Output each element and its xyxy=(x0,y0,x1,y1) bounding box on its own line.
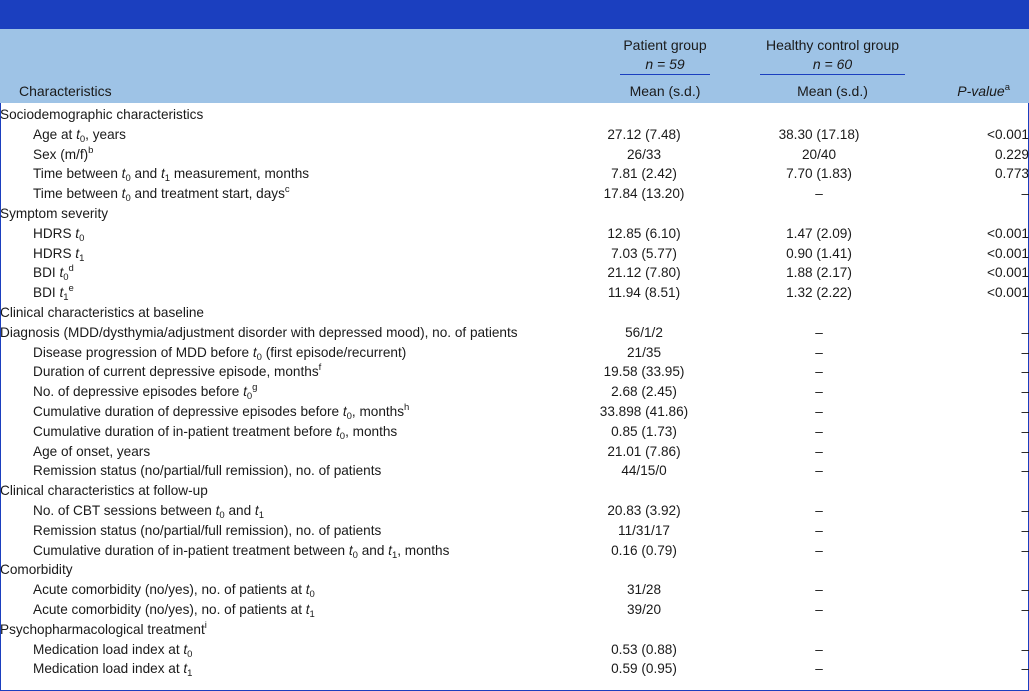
section-row xyxy=(0,303,1029,323)
section-label: Symptom severity xyxy=(0,205,109,221)
p-value: – xyxy=(1021,384,1029,400)
patient-value: 17.84 (13.20) xyxy=(603,186,685,202)
p-value: 0.229 xyxy=(994,146,1029,162)
control-value: 1.88 (2.17) xyxy=(786,265,852,281)
control-value: 1.47 (2.09) xyxy=(786,225,852,241)
header-p-value: P-value$^a$ xyxy=(957,82,1010,99)
p-value xyxy=(909,303,1029,323)
patient-value: 0.53 (0.88) xyxy=(611,641,677,657)
p-value: <0.001 xyxy=(987,285,1029,301)
row-label: Disease progression of MDD before $t_0$ (first episode/recurrent) xyxy=(33,344,407,363)
patient-value: 21.12 (7.80) xyxy=(607,265,681,281)
p-value xyxy=(909,560,1029,580)
patient-value: 27.12 (7.48) xyxy=(607,126,681,142)
table-row xyxy=(0,580,1029,600)
row-label: HDRS $t_1$ xyxy=(33,245,85,264)
section-row xyxy=(0,620,1029,640)
control-value: – xyxy=(815,384,823,400)
section-row xyxy=(0,105,1029,125)
control-value: – xyxy=(815,601,823,617)
p-value: – xyxy=(1021,463,1029,479)
patient-value: 21/35 xyxy=(626,344,662,360)
table-row xyxy=(0,343,1029,363)
table-row xyxy=(0,659,1029,679)
patient-value xyxy=(559,560,729,580)
table-row xyxy=(0,164,1029,184)
control-value: – xyxy=(815,324,823,340)
table-row xyxy=(0,442,1029,462)
patient-value: 56/1/2 xyxy=(625,324,663,340)
p-value xyxy=(909,204,1029,224)
row-label: Duration of current depressive episode, months$^f$ xyxy=(33,362,322,380)
table-row xyxy=(0,362,1029,382)
table-row xyxy=(0,640,1029,660)
p-value: 0.773 xyxy=(994,166,1029,182)
section-row xyxy=(0,481,1029,501)
table-row xyxy=(0,323,1029,343)
p-value xyxy=(909,105,1029,125)
section-row xyxy=(0,560,1029,580)
patient-value: 33.898 (41.86) xyxy=(599,403,689,419)
table-row xyxy=(0,501,1029,521)
control-value xyxy=(729,481,909,501)
control-value: 0.90 (1.41) xyxy=(786,245,852,261)
table-top-band xyxy=(0,0,1029,29)
row-label: Medication load index at $t_0$ xyxy=(33,641,193,660)
table-row xyxy=(0,521,1029,541)
table-row xyxy=(0,125,1029,145)
patient-value: 11.94 (8.51) xyxy=(607,285,681,301)
table-row xyxy=(0,224,1029,244)
p-value: – xyxy=(1021,344,1029,360)
header-characteristics: Characteristics xyxy=(19,83,112,99)
control-value xyxy=(729,620,909,640)
control-value: – xyxy=(815,364,823,380)
patient-value: 20.83 (3.92) xyxy=(607,502,681,518)
row-label: Medication load index at $t_1$ xyxy=(33,661,193,680)
characteristics-table xyxy=(0,105,1029,679)
patient-value xyxy=(559,303,729,323)
p-value: – xyxy=(1021,522,1029,538)
control-value: – xyxy=(815,344,823,360)
control-value xyxy=(729,105,909,125)
p-value: – xyxy=(1021,443,1029,459)
p-value: – xyxy=(1021,641,1029,657)
control-value: – xyxy=(815,661,823,677)
patient-value: 0.16 (0.79) xyxy=(611,542,677,558)
patient-value xyxy=(559,105,729,125)
row-label: Sex $(m/f)^b$ xyxy=(33,144,94,162)
row-label: Cumulative duration of in-patient treatment before $t_0$, months xyxy=(33,423,398,442)
control-value: 38.30 (17.18) xyxy=(778,126,860,142)
p-value: – xyxy=(1021,601,1029,617)
patient-value: 12.85 (6.10) xyxy=(607,225,681,241)
patient-value: 26/33 xyxy=(626,146,662,162)
p-value: – xyxy=(1021,403,1029,419)
row-label: Age of onset, years xyxy=(33,443,151,459)
row-label: Acute comorbidity (no/yes), no. of patients at $t_0$ xyxy=(33,582,315,601)
p-value: – xyxy=(1021,324,1029,340)
row-label: Diagnosis (MDD/dysthymia/adjustment disorder with depressed mood), no. of patients xyxy=(0,324,518,340)
header-patient-mean-sd: Mean (s.d.) xyxy=(629,83,701,99)
row-label: Age at $t_0$, years xyxy=(33,126,126,145)
table-row xyxy=(0,263,1029,283)
header-control-group: Healthy control group xyxy=(765,37,900,53)
section-label: Psychopharmacological treatment$^i$ xyxy=(0,619,207,637)
row-label: Acute comorbidity (no/yes), no. of patients at $t_1$ xyxy=(33,601,315,620)
patient-value: 2.68 (2.45) xyxy=(611,384,677,400)
patient-value: 0.85 (1.73) xyxy=(611,423,677,439)
row-label: Remission status (no/partial/full remission), no. of patients xyxy=(33,463,382,479)
control-group-rule xyxy=(760,74,905,75)
row-label: No. of CBT sessions between $t_0$ and $t_1$ xyxy=(33,502,264,521)
row-label: Time between $t_0$ and treatment start, days$^c$ xyxy=(33,184,290,205)
row-label: BDI $t_0^d$ xyxy=(33,263,74,284)
header-control-n: n = 60 xyxy=(812,56,853,72)
section-label: Clinical characteristics at baseline xyxy=(0,304,204,320)
control-value: – xyxy=(815,186,823,202)
section-label: Comorbidity xyxy=(0,562,73,578)
table-row xyxy=(0,422,1029,442)
table-row xyxy=(0,541,1029,561)
p-value xyxy=(909,620,1029,640)
section-label: Sociodemographic characteristics xyxy=(0,107,204,122)
p-value: – xyxy=(1021,502,1029,518)
table-row xyxy=(0,382,1029,402)
row-label: Time between $t_0$ and $t_1$ measurement, months xyxy=(33,166,310,185)
control-value: – xyxy=(815,641,823,657)
patient-value: 39/20 xyxy=(626,601,662,617)
section-label: Clinical characteristics at follow-up xyxy=(0,483,208,499)
p-value: – xyxy=(1021,186,1029,202)
section-row xyxy=(0,204,1029,224)
patient-value xyxy=(559,620,729,640)
p-value: <0.001 xyxy=(987,126,1029,142)
p-value: – xyxy=(1021,423,1029,439)
patient-value: 0.59 (0.95) xyxy=(611,661,677,677)
control-value: 7.70 (1.83) xyxy=(786,166,852,182)
patient-value xyxy=(559,204,729,224)
table-row xyxy=(0,283,1029,303)
patient-value: 19.58 (33.95) xyxy=(603,364,685,380)
control-value: – xyxy=(815,463,823,479)
p-value: – xyxy=(1021,542,1029,558)
control-value: – xyxy=(815,502,823,518)
control-value xyxy=(729,204,909,224)
control-value: – xyxy=(815,582,823,598)
table-row xyxy=(0,145,1029,165)
table-row xyxy=(0,244,1029,264)
control-value: 1.32 (2.22) xyxy=(786,285,852,301)
p-value: – xyxy=(1021,661,1029,677)
p-value: <0.001 xyxy=(987,225,1029,241)
p-value: – xyxy=(1021,364,1029,380)
table-row xyxy=(0,184,1029,204)
p-value: – xyxy=(1021,582,1029,598)
patient-value: 44/15/0 xyxy=(621,463,667,479)
table-row xyxy=(0,461,1029,481)
row-label: BDI $t_1^e$ xyxy=(33,283,74,304)
patient-value xyxy=(559,481,729,501)
patient-value: 31/28 xyxy=(626,582,662,598)
control-value: – xyxy=(815,542,823,558)
table-header xyxy=(0,29,1029,103)
patient-value: 7.03 (5.77) xyxy=(611,245,677,261)
row-label: Cumulative duration of depressive episodes before $t_0$, months$^h$ xyxy=(33,401,410,422)
header-patient-group: Patient group xyxy=(623,37,707,53)
control-value xyxy=(729,560,909,580)
row-label: No. of depressive episodes before $t_0^g$ xyxy=(33,382,258,403)
header-patient-n: n = 59 xyxy=(645,56,685,72)
p-value xyxy=(909,481,1029,501)
header-control-mean-sd: Mean (s.d.) xyxy=(797,83,868,99)
control-value: – xyxy=(815,522,823,538)
patient-value: 7.81 (2.42) xyxy=(611,166,677,182)
control-value: – xyxy=(815,403,823,419)
patient-value: 11/31/17 xyxy=(618,522,670,538)
row-label: HDRS $t_0$ xyxy=(33,225,85,244)
control-value xyxy=(729,303,909,323)
patient-value: 21.01 (7.86) xyxy=(607,443,681,459)
row-label: Cumulative duration of in-patient treatment between $t_0$ and $t_1$, months xyxy=(33,542,450,561)
control-value: 20/40 xyxy=(801,146,837,162)
patient-group-rule xyxy=(620,74,710,75)
table-row xyxy=(0,402,1029,422)
row-label: Remission status (no/partial/full remission), no. of patients xyxy=(33,522,382,538)
p-value: <0.001 xyxy=(987,265,1029,281)
control-value: – xyxy=(815,443,823,459)
p-value: <0.001 xyxy=(987,245,1029,261)
control-value: – xyxy=(815,423,823,439)
table-row xyxy=(0,600,1029,620)
